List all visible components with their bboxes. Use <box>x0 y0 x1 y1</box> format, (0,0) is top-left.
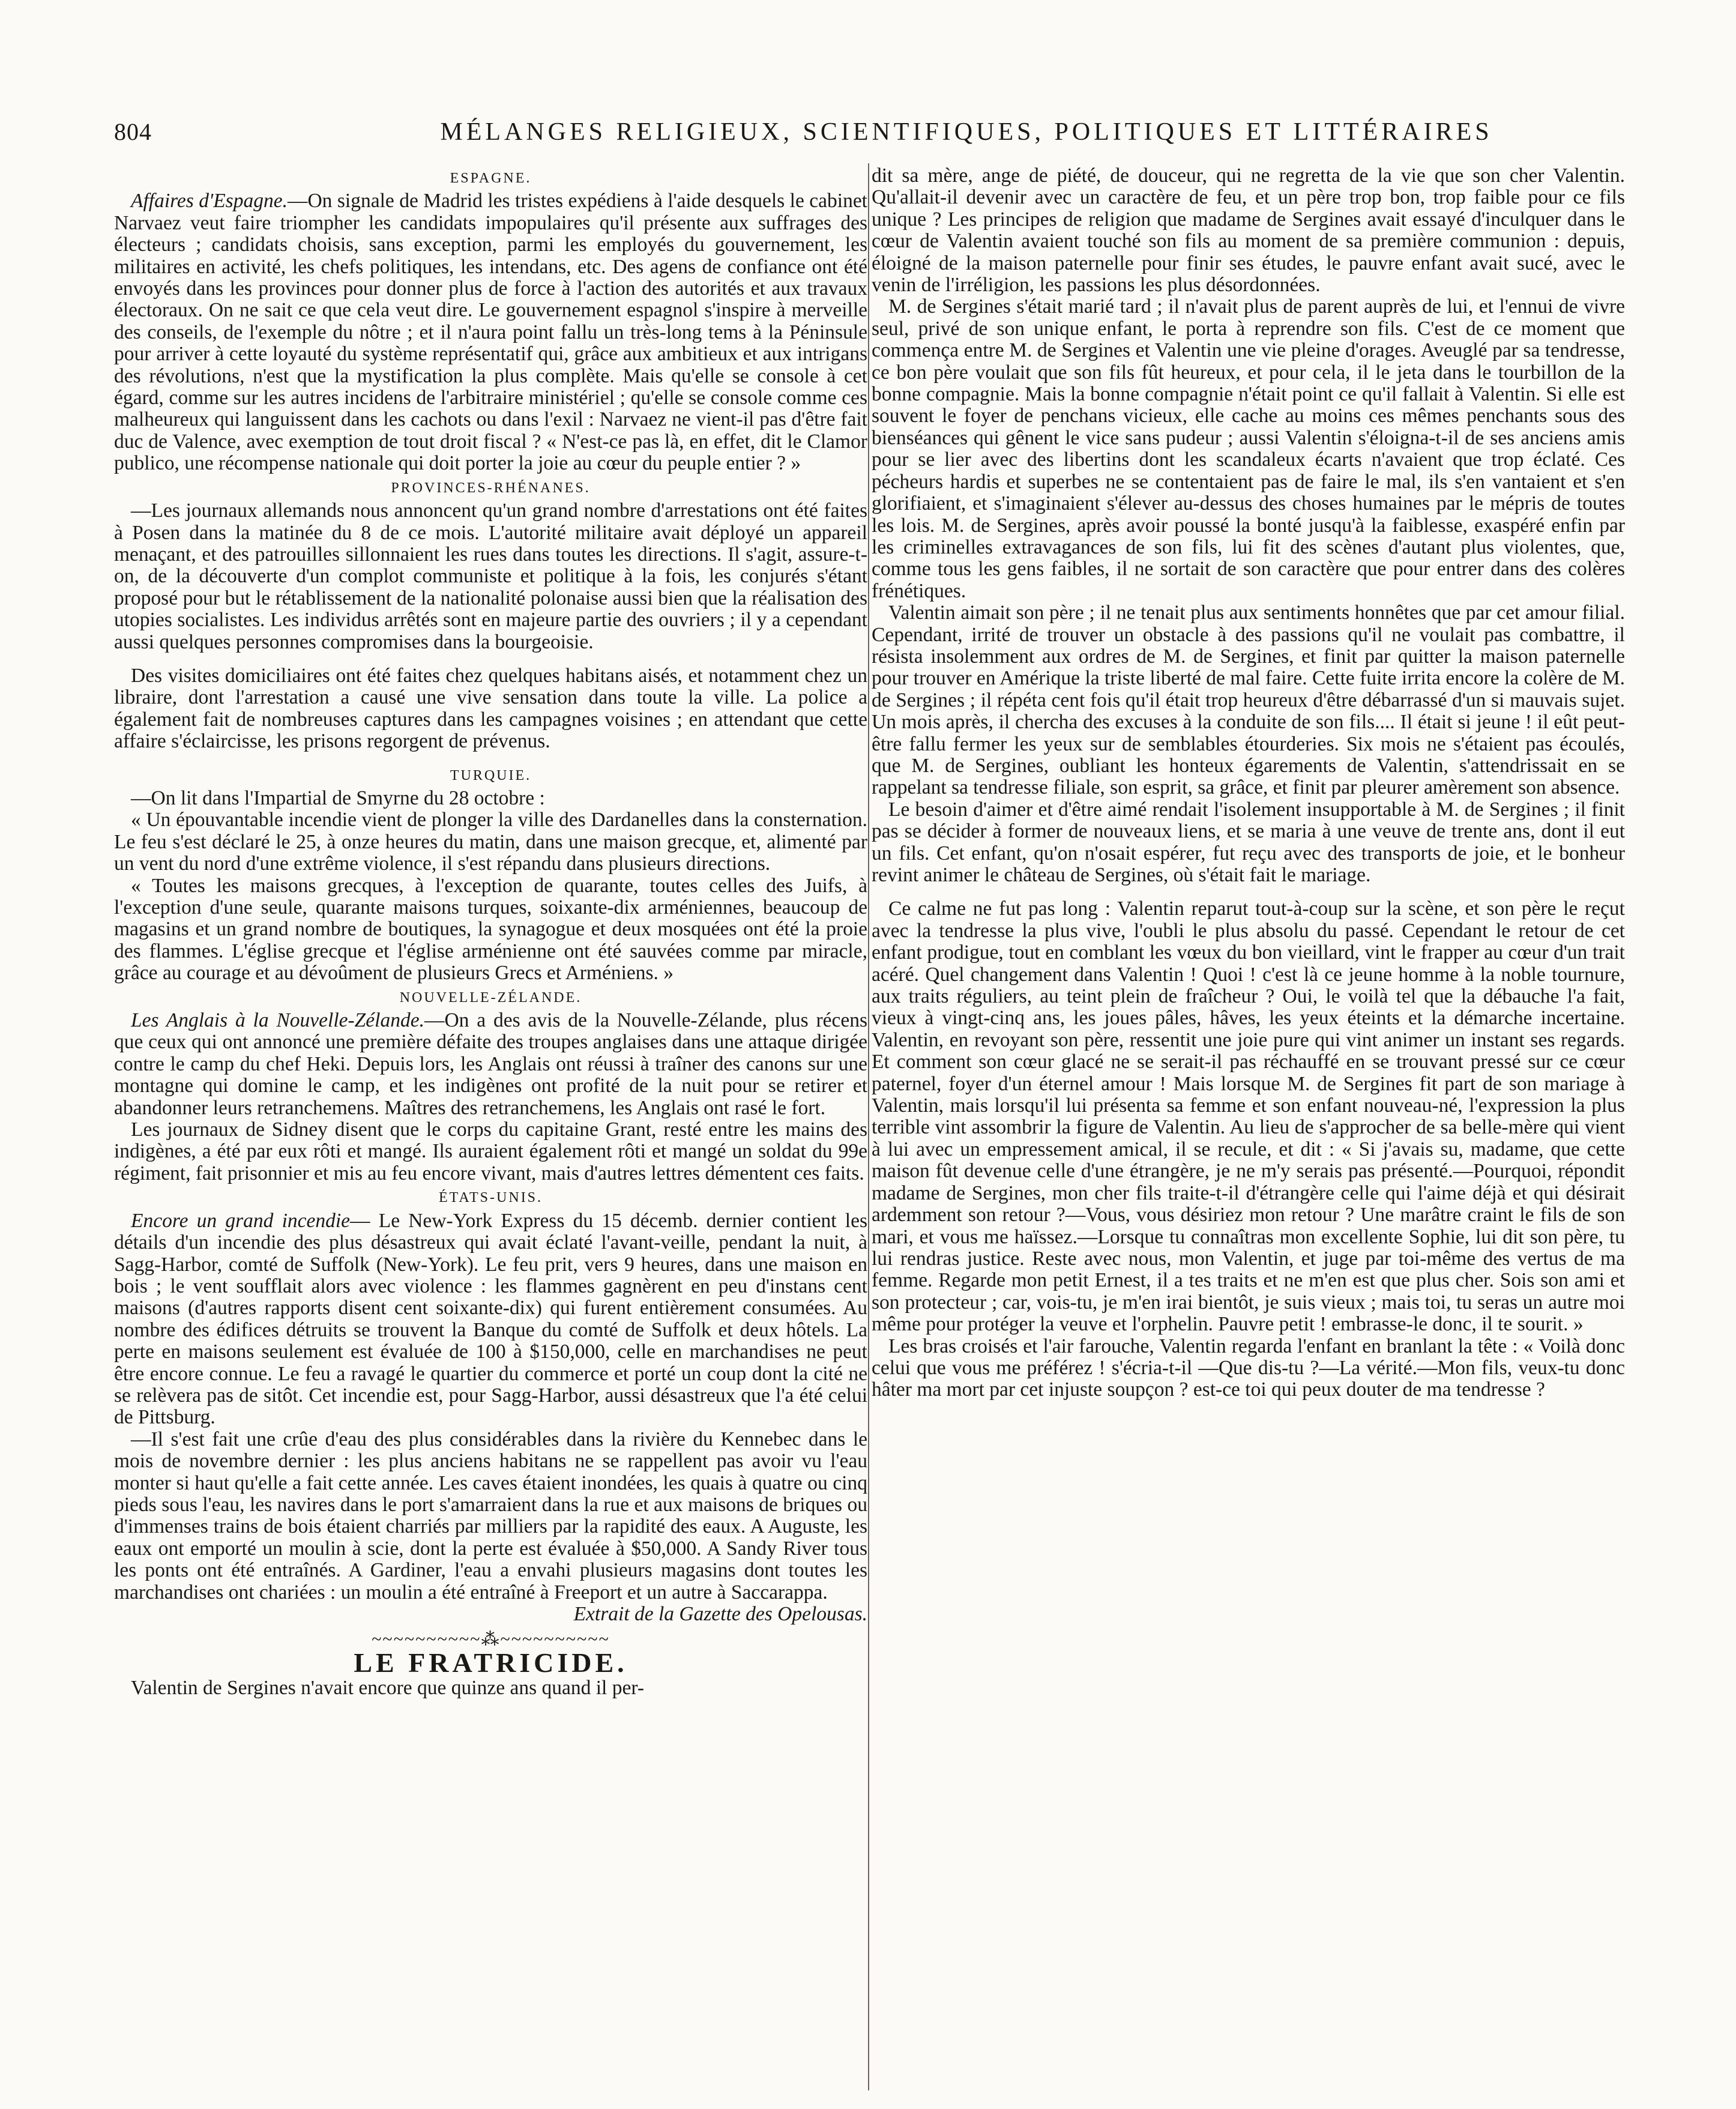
running-title: MÉLANGES RELIGIEUX, SCIENTIFIQUES, POLITIQUES ET LITTÉRAIRES <box>440 118 1493 146</box>
right-column <box>872 165 1625 1401</box>
article-text: —On signale de Madrid les tristes expédiens à l'aide desquels le cabinet Narvaez veut faire triompher les candidats impopulaires qu'il présente aux suffrages des électeurs ; candidats choisis, sans exception, parmi les employés du gouvernement, les militaires en activité, les chefs politiques, les intendans, etc. Des agens de confiance ont été envoyés dans les provinces pour donner plus de force à l'action des autorités et aux travaux électoraux. On ne sait ce que cela veut dire. Le gouvernement espagnol s'inspire à merveille des conseils, de l'exemple du nôtre ; et il n'aura point fallu un très-long tems à la Péninsule pour arriver à cette loyauté du système représentatif qui, grâce aux ambitieux et aux intrigans des révolutions, n'est que la mystification la plus complète. Mais qu'elle se console à cet égard, comme sur les autres incidens de l'arbitraire ministériel ; qu'elle se console comme ces malheureux qui languissent dans les cachots ou dans l'exil : Narvaez ne vient-il pas d'être fait duc de Valence, avec exemption de tout droit fiscal ? « N'est-ce pas là, en effet, dit le Clamor publico, une récompense nationale qui doit porter la joie au cœur du peuple entier ? » <box>114 190 867 475</box>
story-title: LE FRATRICIDE. <box>354 1647 628 1678</box>
story-paragraph-6: Les bras croisés et l'air farouche, Valentin regarda l'enfant en branlant la tête : « Voilà donc celui que vous me préférez ! s'écria-t-il —Que dis-tu ?—La vérité.—Mon fils, veux-tu donc hâter ma mort par cet injuste soupçon ? est-ce toi qui peux douter de ma tendresse ? <box>872 1335 1625 1401</box>
article-lead: Encore un grand incendie <box>131 1209 351 1232</box>
article-provinces-p1: —Les journaux allemands nous annoncent qu'un grand nombre d'arrestations ont été faites à Posen dans la matinée du 8 de ce mois. L'autorité militaire avait déployé un appareil menaçant, et des patrouilles sillonnaient les rues dans toutes les directions. Il s'agit, assure-t-on, de la découverte d'un complot communiste et politique à la fois, les conjurés s'étant proposé pour but le rétablissement de la nationalité polonaise aussi bien que la réalisation des utopies socialistes. Les individus arrêtés sont en majeure partie des ouvriers ; il y a cependant aussi quelques personnes compromises dans la bourgeoisie. <box>114 499 867 653</box>
ornament-divider: ~~~~~~~~~~⁂~~~~~~~~~~ <box>372 1629 610 1650</box>
article-text: —On a des avis de la Nouvelle-Zélande, plus récens que ceux qui ont annoncé une première défaite des troupes anglaises dans une attaque dirigée contre le camp du chef Heki. Depuis lors, les Anglais ont réussi à traîner des canons sur une montagne qui domine le camp, et les indigènes ont profité de la nuit pour se retirer et abandonner leurs retranchemens. Maîtres des retranchemens, les Anglais ont rasé le fort. <box>114 1009 867 1119</box>
section-heading-etats-unis: ÉTATS-UNIS. <box>438 1190 543 1206</box>
article-lead: Affaires d'Espagne. <box>131 190 288 213</box>
article-turquie-p1: « Un épouvantable incendie vient de plonger la ville des Dardanelles dans la consternation. Le feu s'est déclaré le 25, à onze heures du matin, dans une maison grecque, et, alimenté par un vent du nord d'une extrême violence, il s'est répandu dans plusieurs directions. <box>114 809 867 875</box>
article-turquie-intro: —On lit dans l'Impartial de Smyrne du 28 octobre : <box>131 786 545 809</box>
section-heading-provinces: PROVINCES-RHÉNANES. <box>391 480 591 496</box>
section-heading-espagne: ESPAGNE. <box>450 170 532 186</box>
story-paragraph-2: M. de Sergines s'était marié tard ; il n'avait plus de parent auprès de lui, et l'ennui de vivre seul, privé de son unique enfant, le porta à reprendre son fils. C'est de ce moment que commença entre M. de Sergines et Valentin une vie pleine d'orages. Aveuglé par sa tendresse, ce bon père voulait que son fils fût heureux, et pour cela, il le jeta dans le tourbillon de la bonne compagnie. Mais la bonne compagnie n'était point ce qu'il fallait à Valentin. Si elle est souvent le foyer de penchans vicieux, elle cache au moins ces mêmes penchants sous des bienséances qui gênent le vice sans pudeur ; aussi Valentin s'éloigna-t-il de ses anciens amis pour se lier avec des libertins dont les scandaleux écarts n'avaient que trop éclaté. Ces pécheurs hardis et superbes ne se contentaient pas de faire le mal, ils s'en vantaient et s'en glorifiaient, et s'imaginaient s'élever au-dessus des choses humaines par le mépris de toutes les lois. M. de Sergines, après avoir poussé la bonté jusqu'à la faiblesse, exaspéré enfin par les criminelles extravagances de son fils, lui fit des scènes d'autant plus violentes, que, comme tous les gens faibles, il ne sortait de son caractère que pour entrer dans des colères frénétiques. <box>872 295 1625 602</box>
article-nz-p2: Les journaux de Sidney disent que le corps du capitaine Grant, resté entre les mains des indigènes, a été par eux rôti et mangé. Ils auraient également rôti et mangé un soldat du 99e régiment, fait prisonnier et mis au feu encore vivant, mais d'autres lettres démentent ces faits. <box>114 1118 867 1184</box>
column-divider <box>868 163 869 2090</box>
article-espagne <box>114 190 867 474</box>
story-paragraph-4: Le besoin d'aimer et d'être aimé rendait l'isolement insupportable à M. de Sergines ; il finit pas se décider à former de nouveaux liens, et se maria à une veuve de trente ans, dont il eut un fils. Cet enfant, qu'on n'osait espérer, fut reçu avec des transports de joie, et le bonheur revint animer le château de Sergines, où s'était fait le mariage. <box>872 798 1625 886</box>
story-paragraph-3: Valentin aimait son père ; il ne tenait plus aux sentiments honnêtes que par cet amour filial. Cependant, irrité de trouver un obstacle à des passions qu'il ne voulait pas combattre, il résista insolemment aux ordres de M. de Sergines, et finit par quitter la maison paternelle pour trouver en Amérique la triste liberté de mal faire. Cette fuite irrita encore la colère de M. de Sergines ; il répéta cent fois qu'il était trop heureux d'être débarrassé d'un si mauvais sujet. Un mois après, il chercha des excuses à la conduite de son fils.... Il était si jeune ! il eût peut-être fallu fermer les yeux sur de semblables étourderies. Six mois ne s'étaient pas écoulés, que M. de Sergines, oubliant les honteux égarements de Valentin, s'attendrissait en se rappelant sa tendresse filiale, son esprit, sa grâce, et finit par pleurer amèrement son absence. <box>872 602 1625 799</box>
story-start: Valentin de Sergines n'avait encore que quinze ans quand il per- <box>131 1677 644 1700</box>
section-heading-turquie: TURQUIE. <box>450 767 532 783</box>
article-turquie-p2: « Toutes les maisons grecques, à l'exception de quarante, toutes celles des Juifs, à l'exception d'une seule, quarante maisons turques, soixante-dix arméniennes, beaucoup de magasins et un grand nombre de boutiques, la synagogue et deux mosquées ont été la proie des flammes. L'église grecque et l'église arménienne ont été sauvées comme par miracle, grâce au courage et au dévoûment de plusieurs Grecs et Arméniens. » <box>114 874 867 985</box>
article-source: Extrait de la Gazette des Opelousas. <box>573 1603 867 1625</box>
story-paragraph-1: dit sa mère, ange de piété, de douceur, qui ne regretta de la vie que son cher Valentin. Qu'allait-il devenir avec un caractère de feu, et un père trop bon, trop faible pour ce fils unique ? Les principes de religion que madame de Sergines avait essayé d'inculquer dans le cœur de Valentin avaient touché son fils au moment de sa première communion : depuis, éloigné de la maison paternelle pour finir ses études, le pauvre enfant avait sucé, avec le venin de l'irréligion, les passions les plus désordonnées. <box>872 164 1625 297</box>
section-heading-nouvelle-zelande: NOUVELLE-ZÉLANDE. <box>399 989 582 1006</box>
article-provinces-p2: Des visites domiciliaires ont été faites chez quelques habitans aisés, et notamment chez un libraire, dont l'arrestation a causé une vive sensation dans toute la ville. La police a également fait de nombreuses captures dans les campagnes voisines ; en attendant que cette affaire s'éclaircisse, les prisons regorgent de prévenus. <box>114 664 867 753</box>
story-paragraph-5: Ce calme ne fut pas long : Valentin reparut tout-à-coup sur la scène, et son père le reçut avec la tendresse la plus vive, l'oubli le plus absolu du passé. Cependant le retour de cet enfant prodigue, tout en comblant les vœux du bon vieillard, vint le frapper au cœur d'un trait acéré. Quel changement dans Valentin ! Quoi ! c'est là ce jeune homme à la noble tournure, aux traits réguliers, au teint plein de fraîcheur ? Oui, le voilà tel que la débauche l'a fait, vieux à vingt-cinq ans, les joues pâles, hâves, les yeux éteints et la démarche incertaine. Valentin, en revoyant son père, ressentit une joie pure qui vint animer un instant ses regards. Et comment son cœur glacé ne se serait-il pas réchauffé en se trouvant pressé sur ce cœur paternel, foyer d'un éternel amour ! Mais lorsque M. de Sergines fit part de son mariage à Valentin, mais lorsqu'il lui présenta sa femme et son enfant nouveau-né, l'expression la plus terrible vint assombrir la figure de Valentin. Au lieu de s'approcher de sa belle-mère qui vient à lui avec un empressement amical, il se recule, et dit : « Si j'avais su, madame, que cette maison fût devenue celle d'une étrangère, je ne m'y serais pas présenté.—Pourquoi, répondit madame de Sergines, mon cher fils traite-t-il d'étrangère celle qui l'aime déjà et qui désirait ardemment son retour ?—Vous, vous désiriez mon retour ? Une marâtre craint le fils de son mari, et vous me haïssez.—Lorsque tu connaîtras mon excellente Sophie, lui dit son père, tu lui rendras justice. Reste avec nous, mon Valentin, et juge par toi-même des vertus de ma femme. Regarde mon petit Ernest, il a tes traits et ne m'en est que plus cher. Sois son ami et son protecteur ; car, vois-tu, je m'en irai bientôt, je suis vieux ; mais toi, tu seras un autre moi même pour protéger la veuve et l'orphelin. Pauvre petit ! embrasse-le donc, il te sourit. » <box>872 898 1625 1336</box>
article-lead: Les Anglais à la Nouvelle-Zélande. <box>131 1009 424 1032</box>
page-number: 804 <box>114 118 152 145</box>
article-usa-p2: —Il s'est fait une crûe d'eau des plus considérables dans la rivière du Kennebec dans le mois de novembre dernier : les plus anciens habitans ne se rappellent pas avoir vu l'eau monter si haut qu'elle a fait cette année. Les caves étaient inondées, les quais à quatre ou cinq pieds sous l'eau, les navires dans le port s'amarraient dans la rue et aux maisons de briques ou d'immenses trains de bois étaient charriés par milliers par la rapidité des eaux. A Auguste, les eaux ont emporté un moulin à scie, dont la perte est évaluée à $50,000. A Sandy River tous les ponts ont été entraînés. A Gardiner, l'eau a envahi plusieurs magasins dont toutes les marchandises ont chariées : un moulin a été entraîné à Freeport et un autre à Saccarappa. <box>114 1428 867 1604</box>
page-header <box>114 118 1627 154</box>
article-usa-p1 <box>114 1210 867 1429</box>
left-column <box>114 165 867 1700</box>
article-nz-p1 <box>114 1010 867 1119</box>
article-text: — Le New-York Express du 15 décemb. dernier contient les détails d'un incendie des plus désastreux qui avait éclaté l'avant-veille, pendant la nuit, à Sagg-Harbor, comté de Suffolk (New-York). Le feu prit, vers 9 heures, dans une maison en bois ; le vent soufflait alors avec violence : les flammes gagnèrent en peu d'instans cent maisons (d'autres rapports disent cent soixante-dix) qui furent entièrement consumées. Au nombre des édifices détruits se trouvent la Banque du comté de Suffolk et deux hôtels. La perte en maisons seulement est évaluée de 100 à $150,000, celle en marchandises ne peut être encore connue. Le feu a ravagé le quartier du commerce et porté un coup dont la cité ne se relèvera pas de sitôt. Cet incendie est, pour Sagg-Harbor, aussi désastreux que l'a été celui de Pittsburg. <box>114 1209 867 1429</box>
